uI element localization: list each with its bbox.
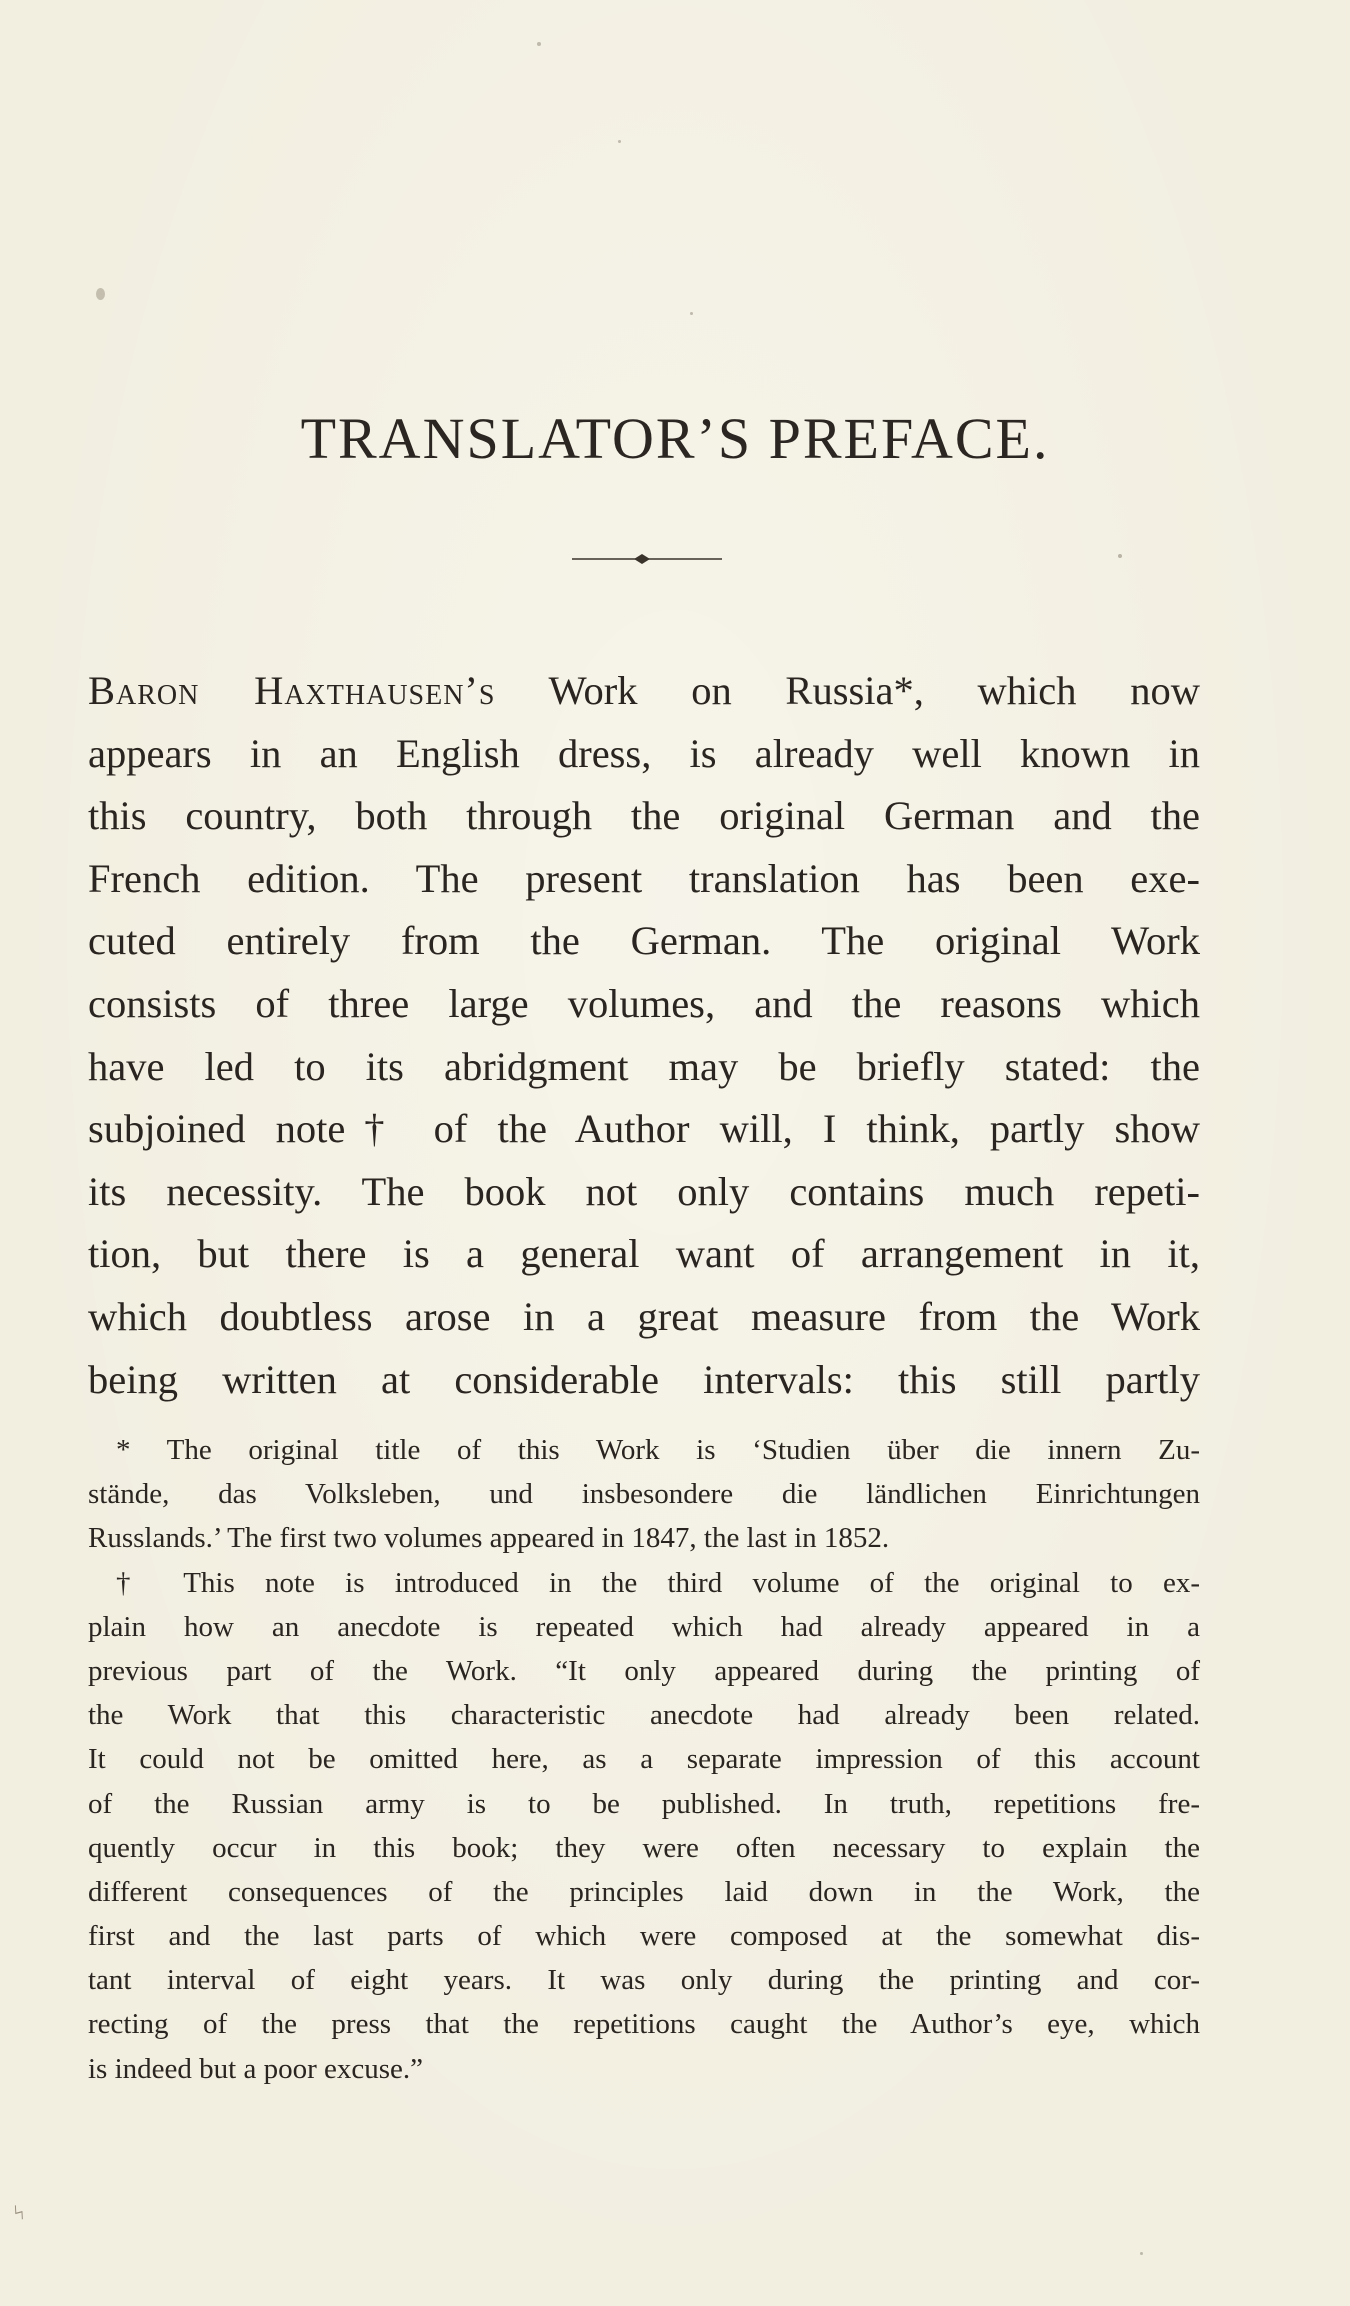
body-line: consists of three large volumes, and the reasons which [88,980,1200,1026]
footnotes [88,1428,1200,2091]
footnote-line: first and the last parts of which were composed at the somewhat dis- [88,1920,1200,1953]
footnote-line: plain how an anecdote is repeated which had already appeared in a [88,1610,1200,1643]
body-line: its necessity. The book not only contains much repeti- [88,1168,1200,1214]
footnote-line: previous part of the Work. “It only appeared during the printing of [88,1654,1200,1687]
footnote-line: recting of the press that the repetitions caught the Author’s eye, which [88,2008,1200,2041]
paper-speck [618,140,621,143]
body-line: French edition. The present translation has been exe- [88,855,1200,901]
footnote-line: different consequences of the principles laid down in the Work, the [88,1875,1200,1908]
footnote-line: Russlands.’ The first two volumes appeared in 1847, the last in 1852. [88,1522,890,1555]
footnote-line: It could not be omitted here, as a separate impression of this account [88,1743,1200,1776]
body-line: which doubtless arose in a great measure from the Work [88,1293,1200,1339]
paper-speck [1118,554,1122,558]
paper-speck [537,42,541,46]
footnote-line: is indeed but a poor excuse.” [88,2052,424,2085]
body-line: appears in an English dress, is already well known in [88,730,1200,776]
footnote-line: * The original title of this Work is ‘Studien über die innern Zu- [116,1434,1200,1466]
ornament-divider [572,551,722,567]
body-line: Baron Haxthausen’s Work on Russia*, which now [88,668,1200,713]
paper-speck [96,288,105,300]
page-title: TRANSLATOR’S PREFACE. [300,406,1050,471]
footnote-line: tant interval of eight years. It was only during the printing and cor- [88,1964,1200,1997]
footnote-line: stände, das Volksleben, und insbesondere die ländlichen Einrichtungen [88,1478,1200,1511]
footnote-line: † This note is introduced in the third volume of the original to ex- [116,1566,1200,1599]
body-line: being written at considerable intervals: this still partly [88,1356,1200,1402]
body-line: tion, but there is a general want of arrangement in it, [88,1231,1200,1277]
footnote-line: of the Russian army is to be published. In truth, repetitions fre- [88,1787,1200,1820]
author-name: Baron Haxthausen’s [88,668,496,713]
paper-speck [690,312,693,315]
paper-speck [1140,2252,1143,2255]
margin-mark: ϟ [10,2199,27,2226]
body-line: cuted entirely from the German. The original Work [88,918,1200,964]
preface-body [88,660,1200,1411]
footnote-line: quently occur in this book; they were often necessary to explain the [88,1831,1200,1864]
body-line: this country, both through the original German and the [88,793,1200,839]
body-line: have led to its abridgment may be briefly stated: the [88,1043,1200,1089]
body-line: subjoined note† of the Author will, I think, partly show [88,1106,1200,1152]
footnote-line: the Work that this characteristic anecdote had already been related. [88,1699,1200,1732]
